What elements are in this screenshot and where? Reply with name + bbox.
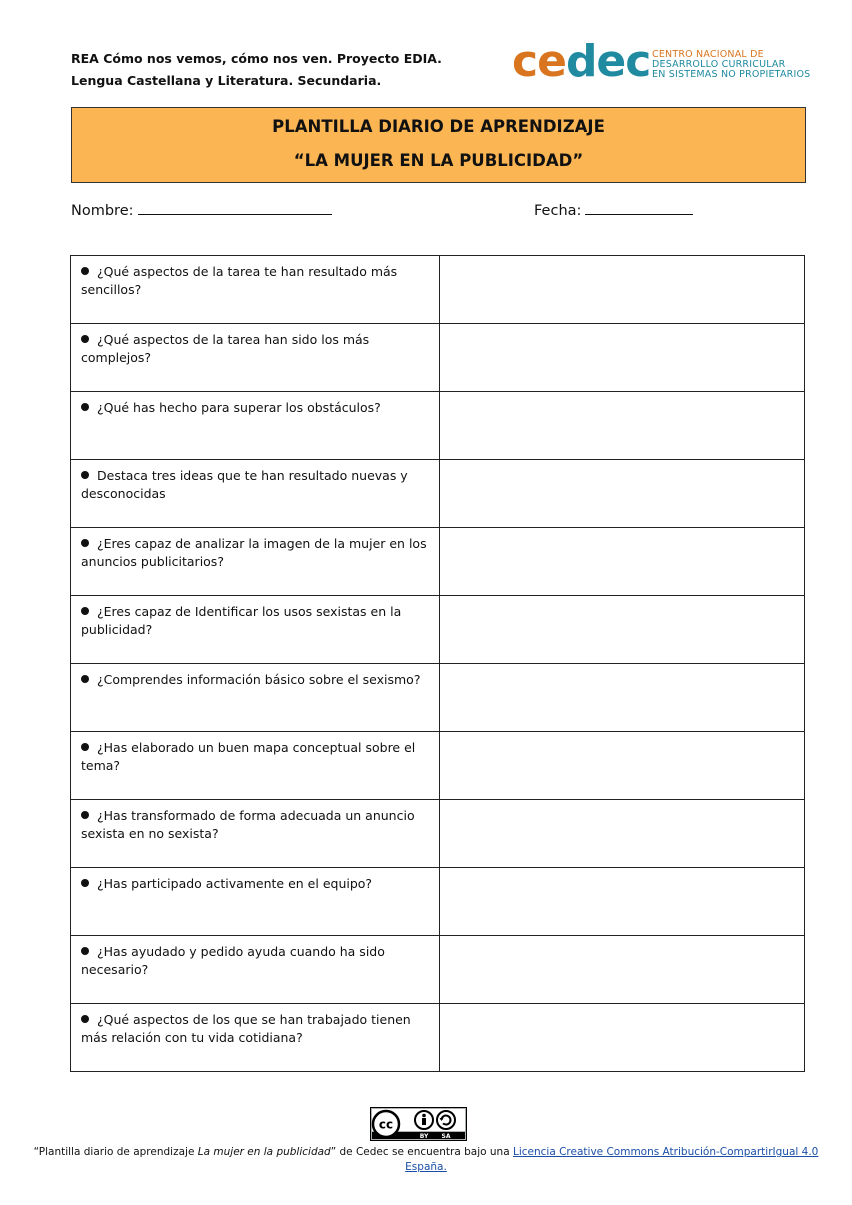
question-cell xyxy=(71,732,440,800)
answer-cell[interactable] xyxy=(440,732,805,800)
answer-cell[interactable] xyxy=(440,800,805,868)
question-text: ¿Has transformado de forma adecuada un anuncio sexista en no sexista? xyxy=(81,808,415,841)
bullet-icon xyxy=(81,539,89,547)
logo-sub-1: CENTRO NACIONAL DE xyxy=(652,49,764,60)
bullet-icon xyxy=(81,879,89,887)
question-row xyxy=(71,460,805,528)
svg-text:cc: cc xyxy=(378,1117,394,1132)
answer-cell[interactable] xyxy=(440,868,805,936)
document-header xyxy=(71,48,442,92)
cc-by-sa-badge xyxy=(370,1107,467,1141)
bullet-icon xyxy=(81,811,89,819)
header-line-2: Lengua Castellana y Literatura. Secundaria. xyxy=(71,73,382,88)
question-cell xyxy=(71,800,440,868)
question-row xyxy=(71,324,805,392)
bullet-icon xyxy=(81,1015,89,1023)
logo-sub-3: EN SISTEMAS NO PROPIETARIOS xyxy=(652,69,811,80)
answer-cell[interactable] xyxy=(440,324,805,392)
question-row xyxy=(71,1004,805,1072)
bullet-icon xyxy=(81,675,89,683)
title-line-1: PLANTILLA DIARIO DE APRENDIZAJE xyxy=(272,117,605,136)
question-text: Destaca tres ideas que te han resultado nuevas y desconocidas xyxy=(81,468,408,501)
question-cell xyxy=(71,596,440,664)
question-cell xyxy=(71,1004,440,1072)
bullet-icon xyxy=(81,607,89,615)
answer-cell[interactable] xyxy=(440,392,805,460)
cc-by-label: BY xyxy=(419,1133,429,1140)
nombre-label: Nombre: xyxy=(71,203,134,219)
question-cell xyxy=(71,936,440,1004)
logo-subtitle xyxy=(652,50,810,80)
sa-icon xyxy=(437,1111,455,1129)
question-text: ¿Qué aspectos de los que se han trabajado tienen más relación con tu vida cotidiana? xyxy=(81,1012,411,1045)
question-row xyxy=(71,868,805,936)
bullet-icon xyxy=(81,267,89,275)
bullet-icon xyxy=(81,743,89,751)
nombre-blank-line[interactable] xyxy=(138,200,332,215)
footer-middle: ” de Cedec se encuentra bajo una xyxy=(330,1146,513,1158)
answer-cell[interactable] xyxy=(440,1004,805,1072)
question-row xyxy=(71,596,805,664)
question-row xyxy=(71,256,805,324)
bullet-icon xyxy=(81,471,89,479)
answer-cell[interactable] xyxy=(440,256,805,324)
question-text: ¿Eres capaz de Identificar los usos sexistas en la publicidad? xyxy=(81,604,402,637)
question-text: ¿Qué aspectos de la tarea te han resultado más sencillos? xyxy=(81,264,398,297)
questions-table xyxy=(70,255,805,1072)
answer-cell[interactable] xyxy=(440,460,805,528)
bullet-icon xyxy=(81,335,89,343)
question-text: ¿Has elaborado un buen mapa conceptual sobre el tema? xyxy=(81,740,416,773)
answer-cell[interactable] xyxy=(440,664,805,732)
bullet-icon xyxy=(81,403,89,411)
bullet-icon xyxy=(81,947,89,955)
question-row xyxy=(71,392,805,460)
footer-prefix: “Plantilla diario de aprendizaje xyxy=(33,1146,198,1158)
header-line-1: REA Cómo nos vemos, cómo nos ven. Proyecto EDIA. xyxy=(71,51,442,66)
footer-italic-title: La mujer en la publicidad xyxy=(197,1146,331,1158)
logo-sub-2: DESARROLLO CURRICULAR xyxy=(652,59,786,70)
question-cell xyxy=(71,868,440,936)
question-text: ¿Qué has hecho para superar los obstáculos? xyxy=(97,400,381,415)
question-cell xyxy=(71,528,440,596)
question-text: ¿Eres capaz de analizar la imagen de la mujer en los anuncios publicitarios? xyxy=(81,536,427,569)
fecha-label: Fecha: xyxy=(534,203,582,219)
question-row xyxy=(71,800,805,868)
cc-sa-label: SA xyxy=(441,1133,451,1140)
logo-word-dec: dec xyxy=(565,36,651,87)
question-text: ¿Comprendes información básico sobre el sexismo? xyxy=(97,672,421,687)
question-text: ¿Has participado activamente en el equipo? xyxy=(97,876,373,891)
question-text: ¿Has ayudado y pedido ayuda cuando ha sido necesario? xyxy=(81,944,385,977)
license-link[interactable]: Licencia Creative Commons Atribución-CompartirIgual 4.0 España. xyxy=(405,1146,819,1173)
question-row xyxy=(71,528,805,596)
question-cell xyxy=(71,324,440,392)
fecha-field[interactable] xyxy=(534,200,693,219)
question-row xyxy=(71,732,805,800)
question-row xyxy=(71,664,805,732)
logo-word-ce: ce xyxy=(512,36,566,87)
question-row xyxy=(71,936,805,1004)
answer-cell[interactable] xyxy=(440,596,805,664)
nombre-field[interactable] xyxy=(71,200,332,219)
title-box xyxy=(71,107,806,183)
question-cell xyxy=(71,460,440,528)
title-line-2: “LA MUJER EN LA PUBLICIDAD” xyxy=(293,151,584,170)
fecha-blank-line[interactable] xyxy=(585,200,693,215)
question-cell xyxy=(71,664,440,732)
question-cell xyxy=(71,392,440,460)
license-footer xyxy=(30,1145,822,1175)
question-text: ¿Qué aspectos de la tarea han sido los más complejos? xyxy=(81,332,370,365)
answer-cell[interactable] xyxy=(440,528,805,596)
question-cell xyxy=(71,256,440,324)
answer-cell[interactable] xyxy=(440,936,805,1004)
cedec-logo xyxy=(512,36,812,88)
